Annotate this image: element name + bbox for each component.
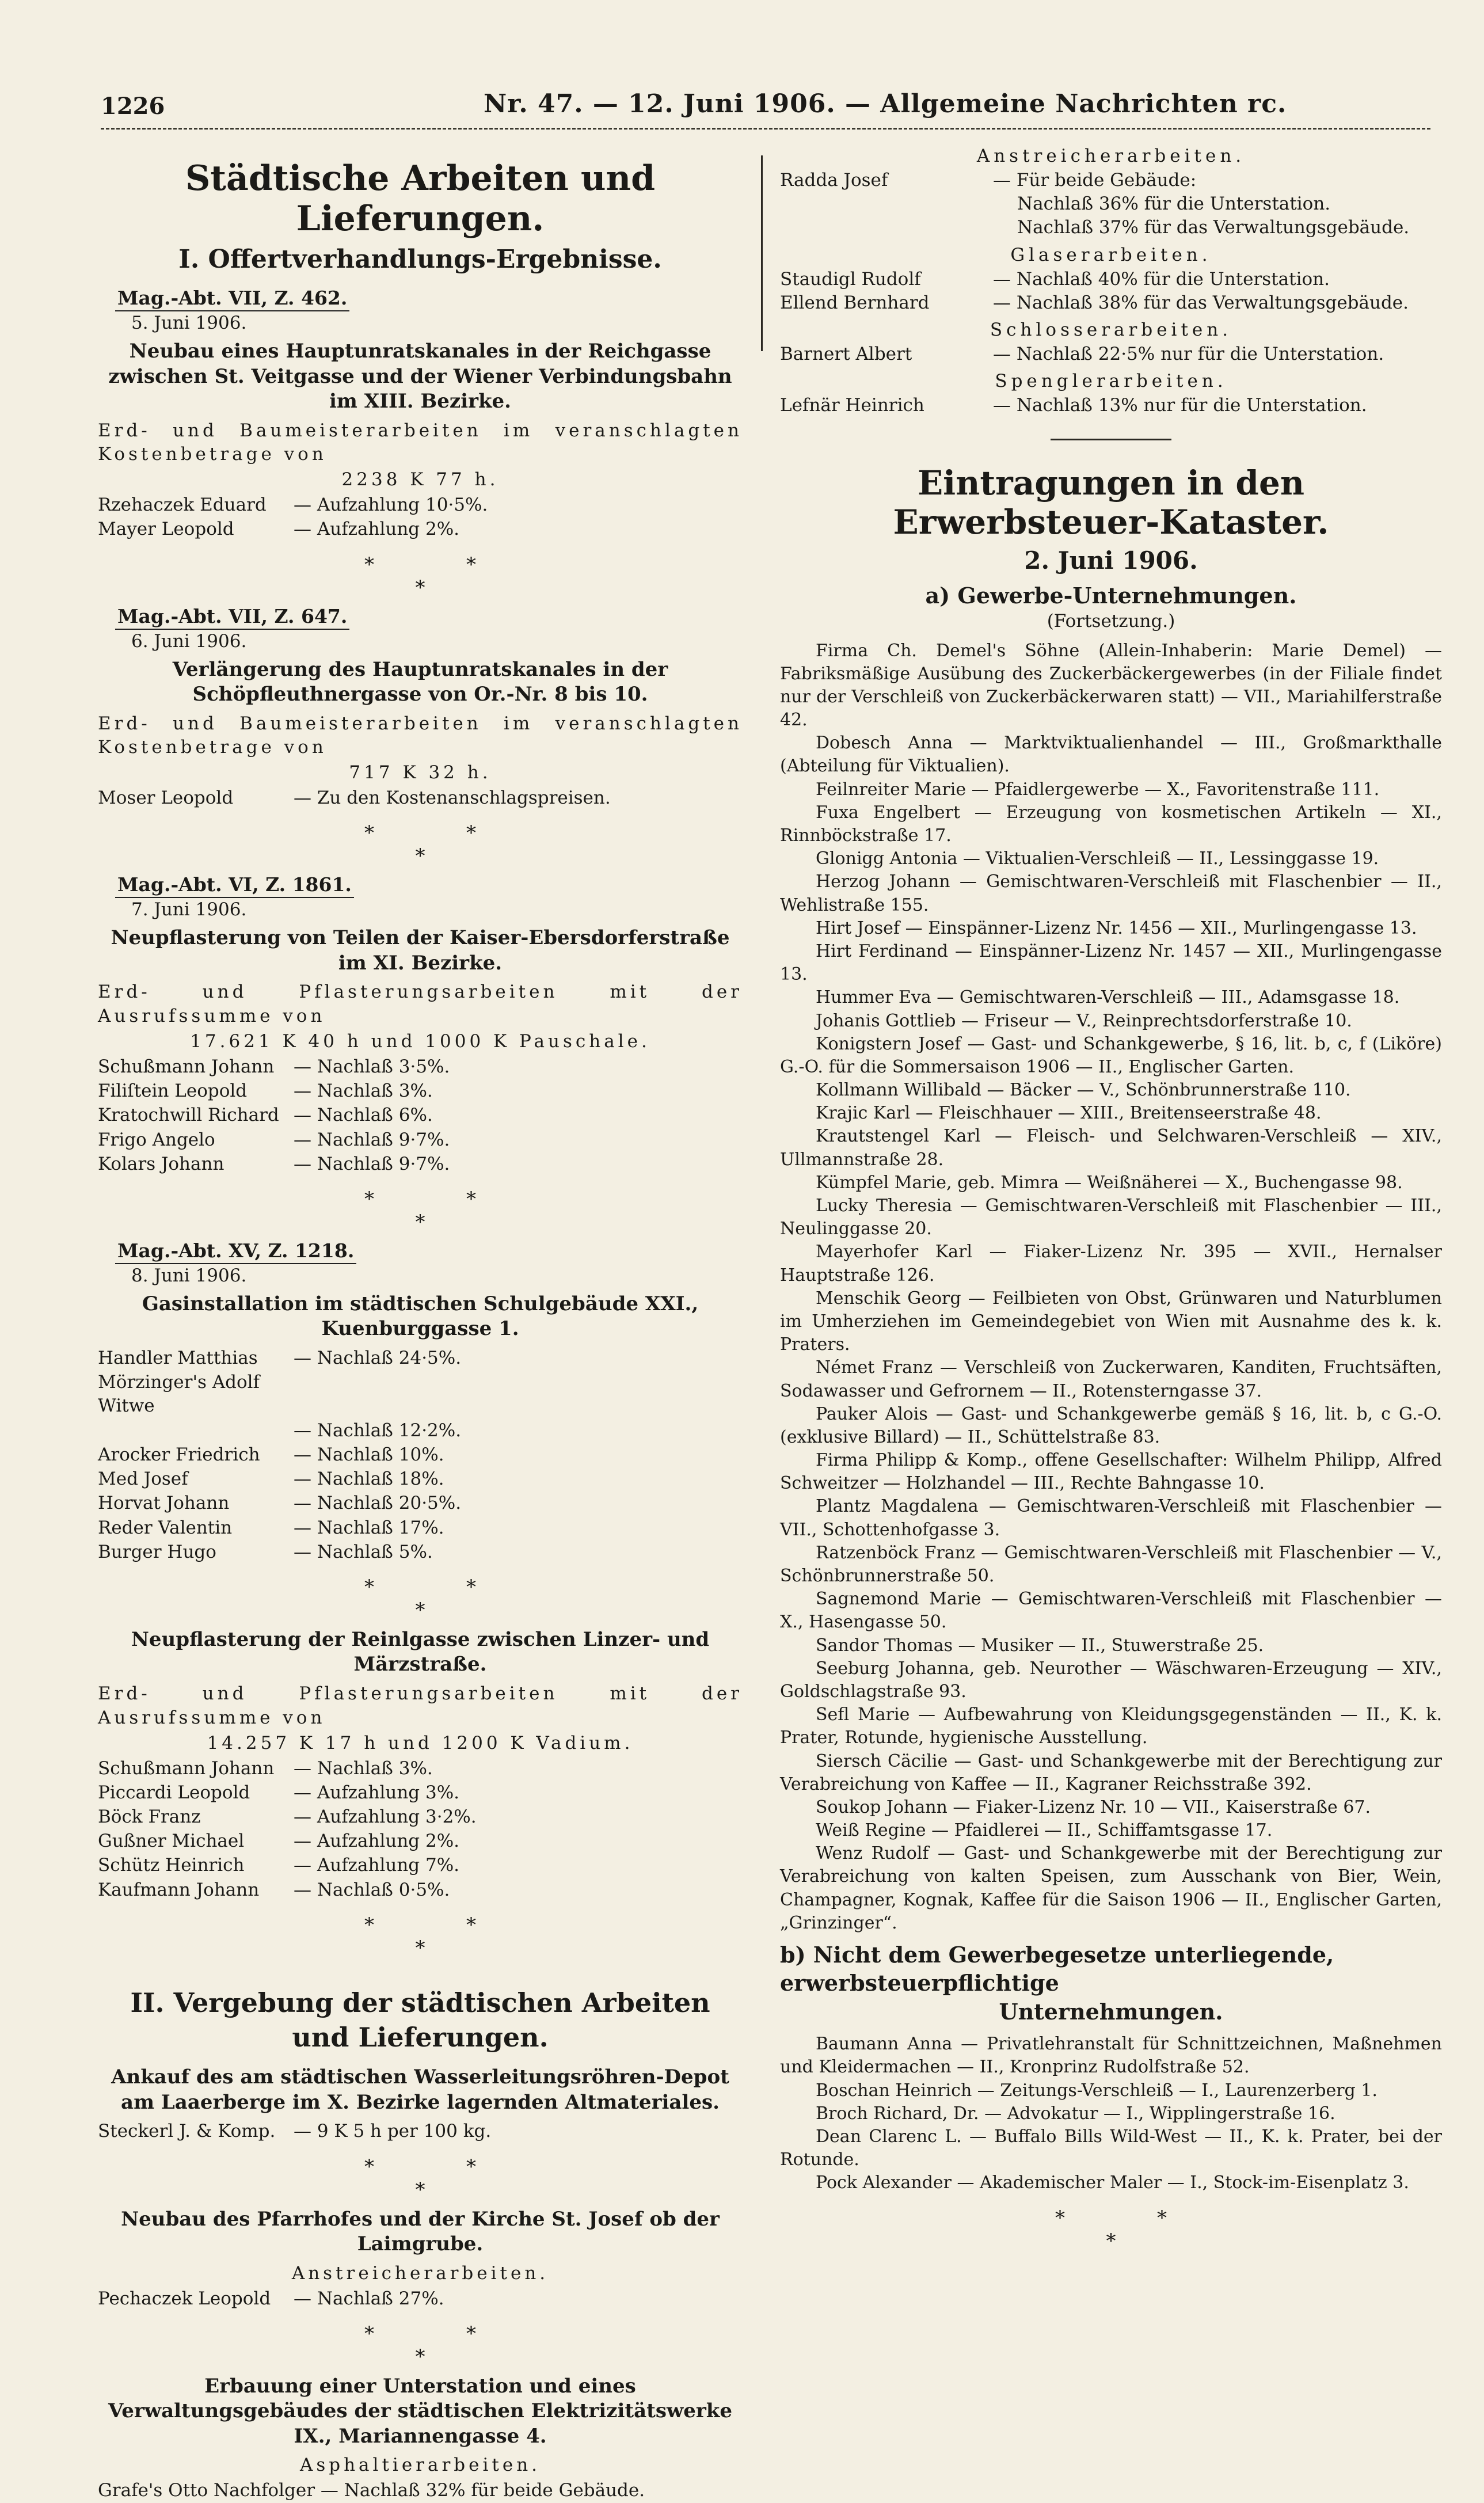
contractor-name: Horvat Johann bbox=[98, 1493, 230, 1514]
register-entry: Soukop Johann — Fiaker-Lizenz Nr. 10 — VII., Kaiserstraße 67. bbox=[816, 1797, 1371, 1817]
result-value: — Nachlaß 6%. bbox=[294, 1105, 433, 1126]
contractor-name-empty bbox=[780, 192, 993, 216]
result-value: — Nachlaß 3%. bbox=[294, 1081, 433, 1102]
result-value: — Nachlaß 9·7%. bbox=[294, 1153, 450, 1174]
section-ii-title: II. Vergebung der städtischen Arbeiten und Lieferungen. bbox=[130, 1987, 710, 2053]
contractor-name: Mörzinger's Adolf Witwe bbox=[98, 1372, 260, 1417]
result-row bbox=[98, 1878, 743, 1902]
register-entry: Krajic Karl — Fleischhauer — XIII., Breitenseerstraße 48. bbox=[816, 1103, 1322, 1124]
result-value: — Aufzahlung 2%. bbox=[294, 519, 460, 540]
result-row bbox=[98, 518, 743, 541]
result-value: — Nachlaß 3·5%. bbox=[294, 1056, 450, 1077]
result-row bbox=[98, 2479, 743, 2502]
separator-star: * bbox=[415, 1936, 425, 1960]
register-entry: Glonigg Antonia — Viktualien-Verschleiß — II., Lessinggasse 19. bbox=[816, 849, 1379, 869]
result-row bbox=[98, 1781, 743, 1805]
tender-results-continued bbox=[780, 146, 1442, 418]
result-row bbox=[98, 1371, 743, 1418]
page-number: 1226 bbox=[101, 93, 165, 120]
result-value: Grafe's Otto Nachfolger — Nachlaß 32% für beide Gebäude. bbox=[98, 2480, 645, 2501]
register-entry: Johanis Gottlieb — Friseur — V., Reinprechtsdorferstraße 10. bbox=[816, 1010, 1352, 1031]
register-entry: Kümpfel Marie, geb. Mimra — Weißnäherei — X., Buchengasse 98. bbox=[816, 1172, 1403, 1193]
contractor-name: Gußner Michael bbox=[98, 1831, 245, 1852]
contractor-name bbox=[98, 1419, 294, 1443]
result-value: — 9 K 5 h per 100 kg. bbox=[294, 2121, 492, 2142]
contractor-name: Steckerl J. & Komp. bbox=[98, 2121, 276, 2142]
tender-title: Ankauf des am städtischen Wasserleitungsröhren-Depot am Laaerberge im X. Bezirke lagernden Altmateriales. bbox=[111, 2065, 729, 2114]
result-row bbox=[98, 1055, 743, 1079]
right-column bbox=[780, 141, 1442, 2258]
section-title: Städtische Arbeiten und Lieferungen. bbox=[185, 158, 656, 239]
tender-date: 6. Juni 1906. bbox=[131, 630, 247, 652]
register-entry: Krautstengel Karl — Fleisch- und Selchwaren-Verschleiß — XIV., Ullmannstraße 28. bbox=[780, 1126, 1442, 1170]
contractor-name: Burger Hugo bbox=[98, 1541, 216, 1562]
tender-amount: 717 K 32 h. bbox=[349, 762, 492, 783]
work-description: Erd- und Pflasterungsarbeiten mit der Ausrufssumme von bbox=[98, 1683, 743, 1728]
tender-title: Neubau eines Hauptunratskanales in der Reichgasse zwischen St. Veitgasse und der Wiener Verbindungsbahn im XIII. Bezirke. bbox=[108, 340, 732, 413]
header-rule bbox=[101, 128, 1430, 130]
register-entry: Konigstern Josef — Gast- und Schankgewerbe, § 16, lit. b, c, f (Liköre) G.-O. für die Sommersaison 1906 — II., Englischer Garten. bbox=[780, 1033, 1442, 1077]
star-glyph: * bbox=[364, 1187, 466, 1211]
result-value: — Nachlaß 27%. bbox=[294, 2288, 444, 2309]
result-row bbox=[780, 394, 1442, 417]
register-entry: Sandor Thomas — Musiker — II., Stuwerstraße 25. bbox=[816, 1635, 1264, 1656]
result-value: — Nachlaß 40% für die Unterstation. bbox=[993, 268, 1330, 290]
result-value: — Nachlaß 22·5% nur für die Unterstation. bbox=[993, 344, 1384, 365]
contractor-name: Schußmann Johann bbox=[98, 1758, 275, 1779]
contractor-name: Radda Josef bbox=[780, 170, 888, 191]
result-value: — Nachlaß 5%. bbox=[294, 1541, 433, 1562]
contractor-name: Filiſtein Leopold bbox=[98, 1081, 248, 1102]
tender-title: Gasinstallation im städtischen Schulgebäude XXI., Kuenburggasse 1. bbox=[142, 1292, 699, 1341]
register-entry: Baumann Anna — Privatlehranstalt für Schnittzeichnen, Maßnehmen und Kleidermachen — II., Kronprinz Rudolfstraße 52. bbox=[780, 2034, 1442, 2078]
separator-stars bbox=[98, 1914, 743, 1937]
tender-title: Neupflasterung der Reinlgasse zwischen Linzer- und Märzstraße. bbox=[131, 1627, 710, 1676]
star-glyph: * bbox=[466, 553, 568, 576]
contractor-name: Pechaczek Leopold bbox=[98, 2288, 271, 2309]
result-value: — Aufzahlung 10·5%. bbox=[294, 494, 488, 516]
register-entry: Menschik Georg — Feilbieten von Obst, Grünwaren und Naturblumen im Umherziehen im Gemeindegebiet von Wien mit Ausnahme des k. k. Praters. bbox=[780, 1288, 1442, 1355]
result-row bbox=[98, 1079, 743, 1103]
work-description: Erd- und Baumeisterarbeiten im veranschlagten Kostenbetrage von bbox=[98, 713, 743, 758]
separator-stars bbox=[98, 1188, 743, 1211]
result-row bbox=[98, 2287, 743, 2311]
result-value: — Aufzahlung 7%. bbox=[294, 1855, 460, 1876]
register-entry: Ratzenböck Franz — Gemischtwaren-Verschleiß mit Flaschenbier — V., Schönbrunnerstraße 50. bbox=[780, 1542, 1442, 1587]
star-glyph: * bbox=[364, 1575, 466, 1599]
separator-star: * bbox=[415, 845, 425, 868]
result-row bbox=[780, 268, 1442, 291]
separator-stars: ** bbox=[364, 2322, 568, 2345]
separator-stars: ** bbox=[364, 2155, 568, 2178]
register-entry: Német Franz — Verschleiß von Zuckerwaren, Kanditen, Fruchtsäften, Sodawasser und Gefrornem — II., Rotensterngasse 37. bbox=[780, 1357, 1442, 1401]
result-value: Nachlaß 37% für das Verwaltungsgebäude. bbox=[1017, 217, 1410, 238]
contractor-name: Rzehaczek Eduard bbox=[98, 494, 267, 516]
tender-amount: 17.621 K 40 h und 1000 K Pauschale. bbox=[190, 1031, 650, 1052]
contractor-name: Schußmann Johann bbox=[98, 1056, 275, 1077]
result-row bbox=[780, 216, 1442, 239]
contractor-name: Reder Valentin bbox=[98, 1517, 233, 1538]
contractor-name: Moser Leopold bbox=[98, 788, 234, 809]
tender-amount: 14.257 K 17 h und 1200 K Vadium. bbox=[207, 1732, 634, 1753]
result-row bbox=[98, 1419, 743, 1443]
result-value: — Aufzahlung 2%. bbox=[294, 1831, 460, 1852]
star-glyph: * bbox=[466, 1575, 568, 1599]
result-row bbox=[98, 1443, 743, 1467]
register-entry: Sefl Marie — Aufbewahrung von Kleidungsgegenständen — II., K. k. Prater, Rotunde, hygienische Ausstellung. bbox=[780, 1705, 1442, 1748]
register-entry: Kollmann Willibald — Bäcker — V., Schönbrunnerstraße 110. bbox=[816, 1080, 1351, 1101]
subsection-b-title: b) Nicht dem Gewerbegesetze unterliegende, erwerbsteuerpflichtige Unternehmungen. bbox=[780, 1942, 1334, 2025]
result-value: — Nachlaß 17%. bbox=[294, 1517, 444, 1538]
contractor-name: Handler Matthias bbox=[98, 1347, 258, 1368]
entries-list-b bbox=[780, 2033, 1442, 2194]
subsection-a-note: (Fortsetzung.) bbox=[1047, 610, 1175, 632]
register-entry: Pock Alexander — Akademischer Maler — I., Stock-im-Eisenplatz 3. bbox=[816, 2173, 1409, 2193]
separator-star: * bbox=[415, 576, 425, 599]
contractor-name: Staudigl Rudolf bbox=[780, 268, 921, 290]
result-row bbox=[98, 786, 743, 810]
register-entry: Mayerhofer Karl — Fiaker-Lizenz Nr. 395 — XVII., Hernalser Hauptstraße 126. bbox=[780, 1242, 1442, 1285]
register-entry: Plantz Magdalena — Gemischtwaren-Verschleiß mit Flaschenbier — VII., Schottenhofgasse 3. bbox=[780, 1496, 1442, 1540]
separator-star: * bbox=[1106, 2229, 1116, 2253]
contractor-name: Barnert Albert bbox=[780, 344, 912, 365]
tender-date: 5. Juni 1906. bbox=[131, 313, 247, 333]
register-entry: Firma Ch. Demel's Söhne (Allein-Inhaberin: Marie Demel) — Fabriksmäßige Ausübung des Zuckerbäckergewerbes (in der Filiale findet nur der Verschleiß von Zuckerbäckerwaren statt) — VII., Mariahilferstraße 42. bbox=[780, 640, 1442, 731]
result-value: — Nachlaß 9·7%. bbox=[294, 1129, 450, 1150]
register-entry: Feilnreiter Marie — Pfaidlergewerbe — X., Favoritenstraße 111. bbox=[816, 779, 1380, 800]
subsection-a-title: a) Gewerbe-Unternehmungen. bbox=[925, 582, 1297, 608]
work-type: Asphaltierarbeiten. bbox=[299, 2455, 541, 2476]
result-value: — Nachlaß 24·5%. bbox=[294, 1347, 462, 1368]
kataster-date: 2. Juni 1906. bbox=[1024, 546, 1198, 575]
register-entry: Broch Richard, Dr. — Advokatur — I., Wipplingerstraße 16. bbox=[816, 2103, 1335, 2124]
work-description: Erd- und Baumeisterarbeiten im veranschlagten Kostenbetrage von bbox=[98, 420, 743, 465]
result-row bbox=[98, 1540, 743, 1564]
department-reference: Mag.-Abt. VI, Z. 1861. bbox=[115, 873, 354, 898]
register-entry: Seeburg Johanna, geb. Neurother — Wäschwaren-Erzeugung — XIV., Goldschlagstraße 93. bbox=[780, 1658, 1442, 1702]
result-value: — Nachlaß 3%. bbox=[294, 1758, 433, 1779]
result-row bbox=[98, 1854, 743, 1877]
separator-star: * bbox=[415, 1210, 425, 1234]
contractor-name: Piccardi Leopold bbox=[98, 1782, 250, 1803]
result-value: — Nachlaß 0·5%. bbox=[294, 1879, 450, 1900]
result-value bbox=[294, 1371, 743, 1418]
result-row bbox=[780, 169, 1442, 192]
result-value: — Nachlaß 13% nur für die Unterstation. bbox=[993, 395, 1367, 416]
work-type: Glaserarbeiten. bbox=[1010, 244, 1212, 265]
left-column bbox=[98, 141, 743, 2503]
tender-results bbox=[98, 287, 743, 1960]
kataster-title: Eintragungen in den Erwerbsteuer-Kataster. bbox=[893, 463, 1329, 542]
result-row bbox=[98, 1346, 743, 1370]
result-value: — Nachlaß 20·5%. bbox=[294, 1493, 462, 1514]
result-row bbox=[98, 1128, 743, 1152]
result-row bbox=[98, 1492, 743, 1515]
tender-date: 8. Juni 1906. bbox=[131, 1265, 247, 1286]
result-value: — Aufzahlung 3·2%. bbox=[294, 1806, 477, 1827]
contractor-name: Lefnär Heinrich bbox=[780, 395, 924, 416]
register-entry: Herzog Johann — Gemischtwaren-Verschleiß mit Flaschenbier — II., Wehlistraße 155. bbox=[780, 872, 1442, 915]
contractor-name-empty bbox=[780, 216, 993, 239]
star-glyph: * bbox=[466, 821, 568, 845]
result-row bbox=[98, 1516, 743, 1540]
department-reference: Mag.-Abt. XV, Z. 1218. bbox=[115, 1239, 356, 1264]
department-reference: Mag.-Abt. VII, Z. 462. bbox=[115, 287, 349, 311]
separator-stars bbox=[98, 553, 743, 576]
work-type: Spenglerarbeiten. bbox=[995, 371, 1227, 392]
result-value: — Für beide Gebäude: bbox=[993, 170, 1197, 191]
separator-star: * bbox=[415, 2345, 425, 2368]
work-type: Anstreicherarbeiten. bbox=[976, 146, 1246, 166]
contractor-name: Med Josef bbox=[98, 1469, 188, 1490]
register-entry: Sagnemond Marie — Gemischtwaren-Verschleiß mit Flaschenbier — X., Hasengasse 50. bbox=[780, 1589, 1442, 1633]
contractor-name: Schütz Heinrich bbox=[98, 1855, 245, 1876]
work-type: Anstreicherarbeiten. bbox=[291, 2262, 549, 2284]
result-value: Nachlaß 36% für die Unterstation. bbox=[1017, 193, 1331, 215]
contractor-name: Kolars Johann bbox=[98, 1153, 224, 1174]
register-entry: Firma Philipp & Komp., offene Gesellschafter: Wilhelm Philipp, Alfred Schweitzer — Holzhandel — III., Rechte Bahngasse 10. bbox=[780, 1450, 1442, 1494]
register-entry: Dobesch Anna — Marktviktualienhandel — III., Großmarkthalle (Abteilung für Viktualien). bbox=[780, 733, 1442, 777]
register-entry: Siersch Cäcilie — Gast- und Schankgewerbe mit der Berechtigung zur Verabreichung von Kaffee — II., Kagraner Reichsstraße 392. bbox=[780, 1751, 1442, 1794]
register-entry: Boschan Heinrich — Zeitungs-Verschleiß — I., Laurenzerberg 1. bbox=[816, 2080, 1378, 2101]
register-entry: Hirt Ferdinand — Einspänner-Lizenz Nr. 1457 — XII., Murlingengasse 13. bbox=[780, 941, 1442, 985]
result-value: — Nachlaß 18%. bbox=[294, 1469, 444, 1490]
contractor-name: Mayer Leopold bbox=[98, 519, 234, 540]
contractor-name: Kratochwill Richard bbox=[98, 1105, 279, 1126]
result-value: — Nachlaß 12·2%. bbox=[294, 1420, 462, 1441]
contractor-name: Ellend Bernhard bbox=[780, 292, 930, 313]
result-value: — Nachlaß 10%. bbox=[294, 1444, 444, 1465]
result-row bbox=[780, 192, 1442, 216]
work-type: Schlosserarbeiten. bbox=[990, 319, 1232, 341]
separator-star: * bbox=[415, 1598, 425, 1622]
result-value: — Nachlaß 38% für das Verwaltungsgebäude. bbox=[993, 292, 1409, 313]
tender-title: Neupflasterung von Teilen der Kaiser-Ebersdorferstraße im XI. Bezirke. bbox=[111, 926, 730, 975]
register-entry: Hummer Eva — Gemischtwaren-Verschleiß — III., Adamsgasse 18. bbox=[816, 987, 1400, 1008]
register-entry: Wenz Rudolf — Gast- und Schankgewerbe mit der Berechtigung zur Verabreichung von kalten Speisen, zum Ausschank von Bier, Wein, Champagner, Kognak, Kaffee für die Saison 1906 — II., Englischer Garten, „Grinzinger“. bbox=[780, 1843, 1442, 1933]
column-divider bbox=[761, 155, 763, 351]
result-value: — Aufzahlung 3%. bbox=[294, 1782, 460, 1803]
contractor-name: Frigo Angelo bbox=[98, 1129, 215, 1150]
result-row bbox=[98, 1467, 743, 1491]
contractor-name: Böck Franz bbox=[98, 1806, 201, 1827]
star-glyph: * bbox=[364, 553, 466, 576]
department-reference: Mag.-Abt. VII, Z. 647. bbox=[115, 605, 349, 630]
result-row bbox=[780, 343, 1442, 366]
result-row bbox=[98, 1805, 743, 1829]
result-row bbox=[98, 1829, 743, 1853]
page-header bbox=[101, 89, 1430, 130]
work-description: Erd- und Pflasterungsarbeiten mit der Ausrufssumme von bbox=[98, 982, 743, 1027]
tender-title: Erbauung einer Unterstation und eines Verwaltungsgebäudes der städtischen Elektrizitätswerke IX., Mariannengasse 4. bbox=[108, 2374, 732, 2448]
result-row bbox=[98, 2120, 743, 2143]
register-entry: Dean Clarenc L. — Buffalo Bills Wild-West — II., K. k. Prater, bei der Rotunde. bbox=[780, 2126, 1442, 2170]
result-row bbox=[98, 493, 743, 517]
star-glyph: * bbox=[466, 1187, 568, 1211]
result-row bbox=[98, 1152, 743, 1176]
register-entry: Hirt Josef — Einspänner-Lizenz Nr. 1456 — XII., Murlingengasse 13. bbox=[816, 918, 1417, 938]
section-divider bbox=[1051, 439, 1171, 440]
separator-stars: ** bbox=[1055, 2206, 1259, 2230]
entries-list-a bbox=[780, 640, 1442, 1935]
result-row bbox=[98, 1757, 743, 1781]
tender-title: Verlängerung des Hauptunratskanales in der Schöpfleuthnergasse von Or.-Nr. 8 bis 10. bbox=[172, 657, 668, 706]
star-glyph: * bbox=[364, 821, 466, 845]
contractor-name: Arocker Friedrich bbox=[98, 1444, 260, 1465]
tender-date: 7. Juni 1906. bbox=[131, 899, 247, 920]
contractor-name: Kaufmann Johann bbox=[98, 1879, 260, 1900]
separator-stars bbox=[98, 1576, 743, 1599]
running-title: Nr. 47. — 12. Juni 1906. — Allgemeine Nachrichten rc. bbox=[484, 89, 1287, 119]
star-glyph: * bbox=[364, 1913, 466, 1937]
separator-stars bbox=[98, 821, 743, 845]
result-value: — Zu den Kostenanschlagspreisen. bbox=[294, 788, 611, 809]
star-glyph: * bbox=[466, 1913, 568, 1937]
register-entry: Weiß Regine — Pfaidlerei — II., Schiffamtsgasse 17. bbox=[816, 1820, 1273, 1841]
register-entry: Lucky Theresia — Gemischtwaren-Verschleiß mit Flaschenbier — III., Neulinggasse 20. bbox=[780, 1196, 1442, 1239]
tender-amount: 2238 K 77 h. bbox=[341, 469, 499, 490]
register-entry: Fuxa Engelbert — Erzeugung von kosmetischen Artikeln — XI., Rinnböckstraße 17. bbox=[780, 802, 1442, 846]
register-entry: Pauker Alois — Gast- und Schankgewerbe gemäß § 16, lit. b, c G.-O. (exklusive Billard) — II., Schüttelstraße 83. bbox=[780, 1403, 1442, 1447]
separator-star: * bbox=[415, 2178, 425, 2201]
result-row bbox=[780, 291, 1442, 315]
result-row bbox=[98, 1104, 743, 1127]
section-subtitle: I. Offertverhandlungs-Ergebnisse. bbox=[178, 245, 662, 274]
tender-title: Neubau des Pfarrhofes und der Kirche St. Josef ob der Laimgrube. bbox=[121, 2207, 720, 2256]
